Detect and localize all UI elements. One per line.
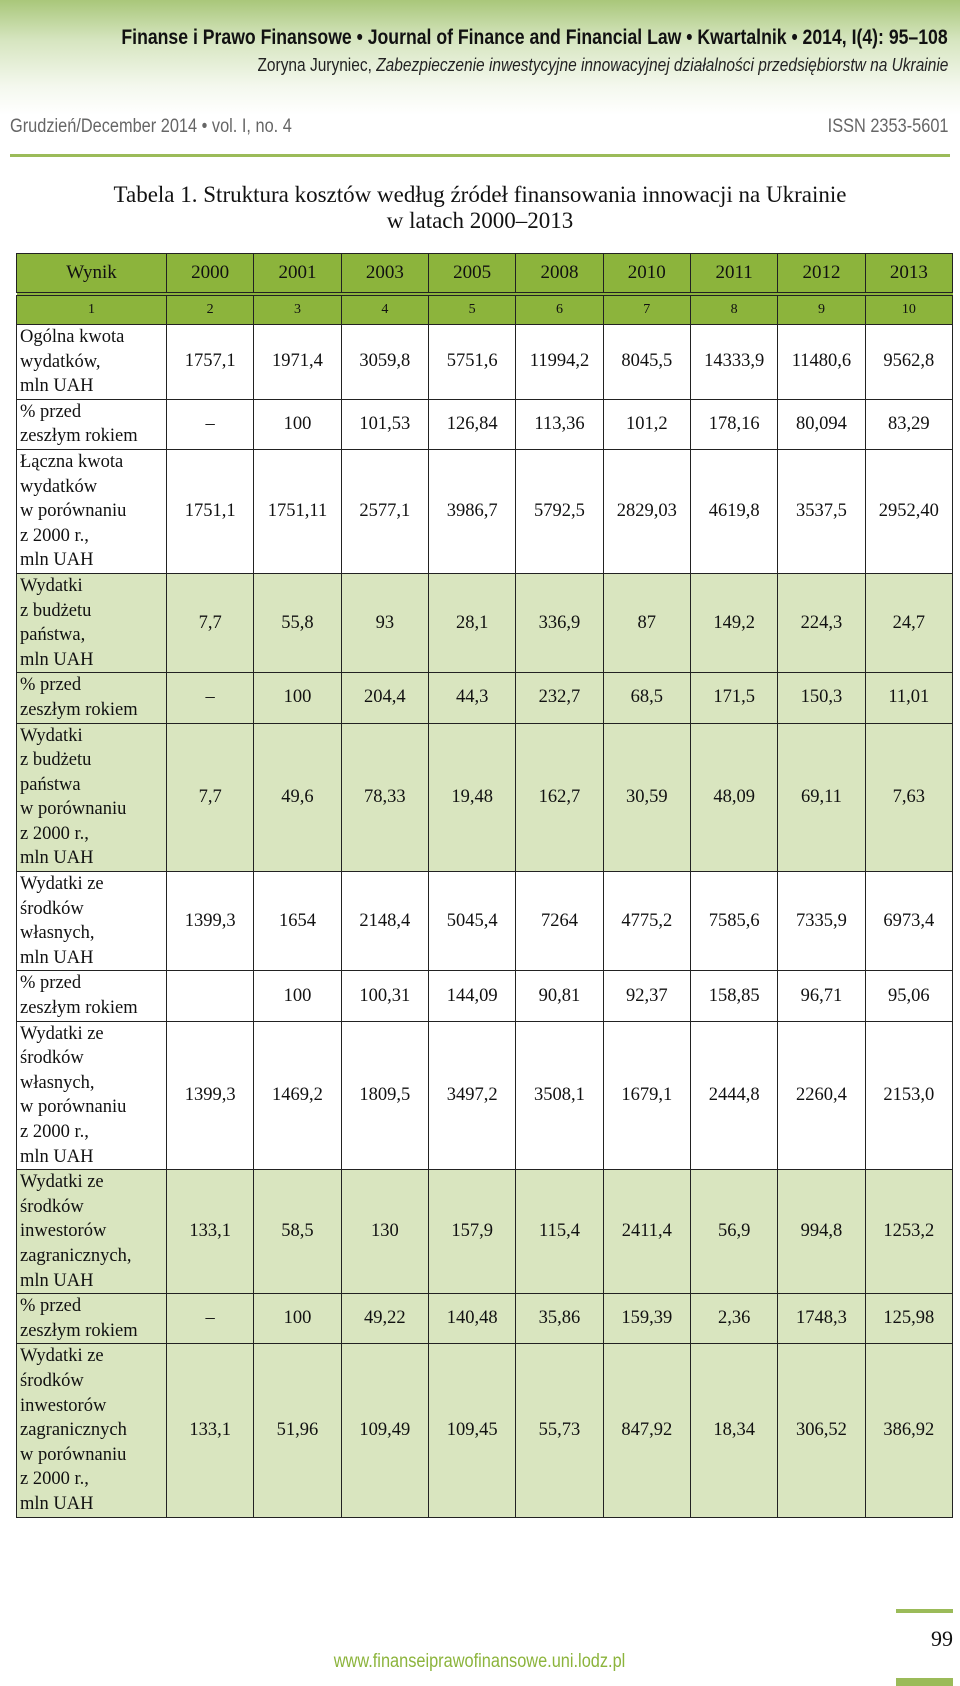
table-cell: 101,2	[603, 399, 690, 449]
table-row	[17, 971, 953, 1021]
column-header: 2010	[603, 254, 690, 295]
cost-structure-table	[16, 253, 953, 1518]
table-row	[17, 1294, 953, 1344]
table-cell: 8045,5	[603, 325, 690, 400]
table-cell: 125,98	[865, 1294, 952, 1344]
column-number: 6	[516, 294, 603, 325]
table-cell: 126,84	[428, 399, 515, 449]
table-cell: 100	[254, 1294, 341, 1344]
table-row	[17, 673, 953, 723]
table-cell	[167, 971, 254, 1021]
table-title: Tabela 1. Struktura kosztów według źródeł finansowania innowacji na Ukrainie	[113, 182, 847, 207]
table-cell: 44,3	[428, 673, 515, 723]
table-cell: 1971,4	[254, 325, 341, 400]
table-cell: 49,22	[341, 1294, 428, 1344]
table-row	[17, 723, 953, 872]
table-cell: 96,71	[778, 971, 865, 1021]
column-header: 2000	[167, 254, 254, 295]
column-number: 9	[778, 294, 865, 325]
table-cell: 7,63	[865, 723, 952, 872]
table-cell: 90,81	[516, 971, 603, 1021]
journal-title: Finanse i Prawo Finansowe • Journal of Finance and Financial Law • Kwartalnik • 2014, I(4): 95–108	[121, 26, 948, 49]
table-cell: 56,9	[690, 1170, 777, 1294]
row-label: Wydatki ze środków inwestorów zagranicznych w porównaniu z 2000 r., mln UAH	[17, 1344, 167, 1517]
table-cell: 87	[603, 573, 690, 672]
row-label: Wydatki z budżetu państwa w porównaniu z 2000 r., mln UAH	[17, 723, 167, 872]
table-cell: 7,7	[167, 573, 254, 672]
table-cell: 386,92	[865, 1344, 952, 1517]
column-header: 2013	[865, 254, 952, 295]
table-cell: 48,09	[690, 723, 777, 872]
table-cell: 35,86	[516, 1294, 603, 1344]
table-cell: 55,8	[254, 573, 341, 672]
table-cell: 1751,1	[167, 449, 254, 573]
table-cell: 58,5	[254, 1170, 341, 1294]
table-cell: 1399,3	[167, 872, 254, 971]
table-cell: 93	[341, 573, 428, 672]
footer-divider	[896, 1609, 953, 1613]
table-cell: 224,3	[778, 573, 865, 672]
column-number-row	[17, 294, 953, 325]
table-cell: 1654	[254, 872, 341, 971]
issue-info: Grudzień/December 2014 • vol. I, no. 4	[10, 116, 292, 137]
table-cell: 306,52	[778, 1344, 865, 1517]
table-cell: 80,094	[778, 399, 865, 449]
table-cell: 14333,9	[690, 325, 777, 400]
column-header: Wynik	[17, 254, 167, 295]
table-cell: 19,48	[428, 723, 515, 872]
table-cell: 95,06	[865, 971, 952, 1021]
table-cell: 5751,6	[428, 325, 515, 400]
row-label: % przed zeszłym rokiem	[17, 971, 167, 1021]
table-row	[17, 1021, 953, 1170]
table-cell: 113,36	[516, 399, 603, 449]
row-label: Wydatki ze środków własnych, mln UAH	[17, 872, 167, 971]
table-cell: 1751,11	[254, 449, 341, 573]
row-label: % przed zeszłym rokiem	[17, 399, 167, 449]
table-cell: 83,29	[865, 399, 952, 449]
row-label: Łączna kwota wydatków w porównaniu z 2000 r., mln UAH	[17, 449, 167, 573]
column-header: 2001	[254, 254, 341, 295]
table-cell: 171,5	[690, 673, 777, 723]
table-cell: 149,2	[690, 573, 777, 672]
table-cell: 144,09	[428, 971, 515, 1021]
table-cell: 162,7	[516, 723, 603, 872]
table-cell: 18,34	[690, 1344, 777, 1517]
table-row	[17, 1344, 953, 1517]
table-cell: 24,7	[865, 573, 952, 672]
column-number: 5	[428, 294, 515, 325]
table-cell: 2829,03	[603, 449, 690, 573]
table-cell: –	[167, 399, 254, 449]
column-number: 2	[167, 294, 254, 325]
table-cell: 55,73	[516, 1344, 603, 1517]
table-cell: 2260,4	[778, 1021, 865, 1170]
table-cell: 78,33	[341, 723, 428, 872]
table-row	[17, 573, 953, 672]
table-cell: 28,1	[428, 573, 515, 672]
column-number: 8	[690, 294, 777, 325]
table-cell: 109,45	[428, 1344, 515, 1517]
table-cell: 6973,4	[865, 872, 952, 971]
table-cell: 1679,1	[603, 1021, 690, 1170]
column-number: 1	[17, 294, 167, 325]
table-cell: 336,9	[516, 573, 603, 672]
table-cell: 4775,2	[603, 872, 690, 971]
table-cell: 178,16	[690, 399, 777, 449]
column-header: 2005	[428, 254, 515, 295]
table-cell: 2411,4	[603, 1170, 690, 1294]
table-cell: 2148,4	[341, 872, 428, 971]
header-row	[17, 254, 953, 295]
table-cell: 1809,5	[341, 1021, 428, 1170]
column-header: 2011	[690, 254, 777, 295]
table-cell: 994,8	[778, 1170, 865, 1294]
table-cell: 159,39	[603, 1294, 690, 1344]
table-cell: 204,4	[341, 673, 428, 723]
table-row	[17, 1170, 953, 1294]
header-divider	[10, 154, 950, 157]
table-cell: 1757,1	[167, 325, 254, 400]
article-title: Zabezpieczenie inwestycyjne innowacyjnej działalności przedsiębiorstw na Ukrainie	[375, 55, 948, 75]
table-cell: 30,59	[603, 723, 690, 872]
table-cell: 7,7	[167, 723, 254, 872]
table-title-line2: w latach 2000–2013	[386, 208, 574, 233]
table-row	[17, 399, 953, 449]
table-cell: 5045,4	[428, 872, 515, 971]
table-cell: 69,11	[778, 723, 865, 872]
table-cell: 1469,2	[254, 1021, 341, 1170]
table-cell: 49,6	[254, 723, 341, 872]
table-cell: 92,37	[603, 971, 690, 1021]
row-label: Wydatki ze środków inwestorów zagranicznych, mln UAH	[17, 1170, 167, 1294]
table-cell: 5792,5	[516, 449, 603, 573]
issn: ISSN 2353-5601	[827, 116, 948, 137]
table-cell: 157,9	[428, 1170, 515, 1294]
table-row	[17, 872, 953, 971]
table-cell: 7585,6	[690, 872, 777, 971]
table-cell: 100	[254, 399, 341, 449]
table-cell: 11994,2	[516, 325, 603, 400]
table-cell: 100	[254, 673, 341, 723]
table-cell: 11480,6	[778, 325, 865, 400]
table-cell: 11,01	[865, 673, 952, 723]
table-cell: 3508,1	[516, 1021, 603, 1170]
article-citation	[257, 55, 948, 76]
table-cell: 232,7	[516, 673, 603, 723]
row-label: % przed zeszłym rokiem	[17, 673, 167, 723]
table-cell: 51,96	[254, 1344, 341, 1517]
table-cell: 7264	[516, 872, 603, 971]
row-label: % przed zeszłym rokiem	[17, 1294, 167, 1344]
table-cell: 3059,8	[341, 325, 428, 400]
table-cell: 68,5	[603, 673, 690, 723]
table-cell: 100,31	[341, 971, 428, 1021]
row-label: Ogólna kwota wydatków, mln UAH	[17, 325, 167, 400]
column-number: 7	[603, 294, 690, 325]
table-cell: 150,3	[778, 673, 865, 723]
author: Zoryna Juryniec,	[257, 55, 376, 75]
table-cell: 158,85	[690, 971, 777, 1021]
table-cell: 3497,2	[428, 1021, 515, 1170]
table-cell: 2,36	[690, 1294, 777, 1344]
table-cell: 133,1	[167, 1344, 254, 1517]
column-header: 2003	[341, 254, 428, 295]
column-header: 2012	[778, 254, 865, 295]
table-cell: 3986,7	[428, 449, 515, 573]
table-cell: –	[167, 1294, 254, 1344]
table-cell: 140,48	[428, 1294, 515, 1344]
row-label: Wydatki z budżetu państwa, mln UAH	[17, 573, 167, 672]
table-cell: 9562,8	[865, 325, 952, 400]
table-cell: 7335,9	[778, 872, 865, 971]
column-number: 10	[865, 294, 952, 325]
journal-url-text[interactable]: www.finanseiprawofinansowe.uni.lodz.pl	[334, 1651, 626, 1672]
table-row	[17, 449, 953, 573]
table-row	[17, 325, 953, 400]
journal-url[interactable]	[0, 1651, 960, 1673]
table-cell: 2952,40	[865, 449, 952, 573]
table-cell: 1748,3	[778, 1294, 865, 1344]
table-cell: 2153,0	[865, 1021, 952, 1170]
table-cell: –	[167, 673, 254, 723]
column-number: 4	[341, 294, 428, 325]
row-label: Wydatki ze środków własnych, w porównaniu z 2000 r., mln UAH	[17, 1021, 167, 1170]
table-cell: 133,1	[167, 1170, 254, 1294]
table-cell: 3537,5	[778, 449, 865, 573]
column-header: 2008	[516, 254, 603, 295]
table-cell: 100	[254, 971, 341, 1021]
table-cell: 2577,1	[341, 449, 428, 573]
table-cell: 130	[341, 1170, 428, 1294]
table-cell: 101,53	[341, 399, 428, 449]
table-cell: 847,92	[603, 1344, 690, 1517]
page-number: 99	[931, 1626, 953, 1651]
table-cell: 109,49	[341, 1344, 428, 1517]
table-cell: 4619,8	[690, 449, 777, 573]
column-number: 3	[254, 294, 341, 325]
table-cell: 1253,2	[865, 1170, 952, 1294]
table-cell: 2444,8	[690, 1021, 777, 1170]
table-cell: 115,4	[516, 1170, 603, 1294]
table-cell: 1399,3	[167, 1021, 254, 1170]
footer-green-block	[896, 1678, 953, 1686]
